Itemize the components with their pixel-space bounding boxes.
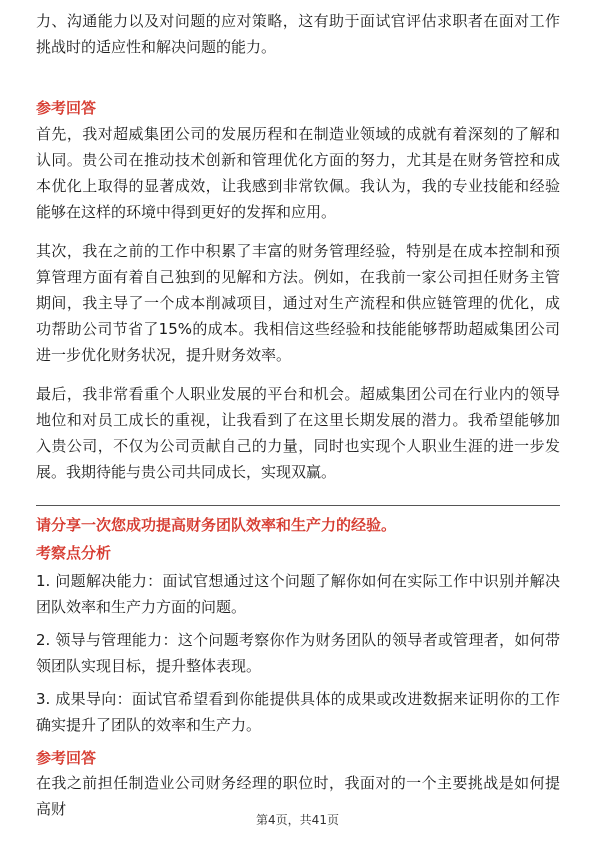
page-number: 第4页，共41页 bbox=[256, 813, 339, 827]
section-divider bbox=[36, 505, 560, 506]
intro-continuation-text: 力、沟通能力以及对问题的应对策略，这有助于面试官评估求职者在面对工作挑战时的适应性和解决问题的能力。 bbox=[36, 12, 560, 56]
analysis-point: 2. 领导与管理能力：这个问题考察你作为财务团队的领导者或管理者，如何带领团队实现目标，提升整体表现。 bbox=[36, 631, 560, 675]
analysis-point: 1. 问题解决能力：面试官想通过这个问题了解你如何在实际工作中识别并解决团队效率和生产力方面的问题。 bbox=[36, 572, 560, 616]
answer-paragraph: 首先，我对超威集团公司的发展历程和在制造业领域的成就有着深刻的了解和认同。贵公司在推动技术创新和管理优化方面的努力，尤其是在财务管控和成本优化上取得的显著成效，让我感到非常钦佩。我认为，我的专业技能和经验能够在这样的环境中得到更好的发挥和应用。 bbox=[36, 125, 560, 221]
reference-answer-heading: 参考回答 bbox=[36, 749, 97, 767]
reference-answer-heading: 参考回答 bbox=[36, 99, 97, 117]
answer-paragraph: 其次，我在之前的工作中积累了丰富的财务管理经验，特别是在成本控制和预算管理方面有着自己独到的见解和方法。例如，在我前一家公司担任财务主管期间，我主导了一个成本削减项目，通过对生产流程和供应链管理的优化，成功帮助公司节省了15%的成本。我相信这些经验和技能能够帮助超威集团公司进一步优化财务状况，提升财务效率。 bbox=[36, 242, 560, 364]
analysis-heading: 考察点分析 bbox=[36, 544, 112, 562]
answer-paragraph: 在我之前担任制造业公司财务经理的职位时，我面对的一个主要挑战是如何提高财 bbox=[36, 774, 560, 818]
analysis-point: 3. 成果导向：面试官希望看到你能提供具体的成果或改进数据来证明你的工作确实提升了团队的效率和生产力。 bbox=[36, 690, 560, 734]
answer-paragraph: 最后，我非常看重个人职业发展的平台和机会。超威集团公司在行业内的领导地位和对员工成长的重视，让我看到了在这里长期发展的潜力。我希望能够加入贵公司，不仅为公司贡献自己的力量，同时也实现个人职业生涯的进一步发展。我期待能与贵公司共同成长，实现双赢。 bbox=[36, 385, 560, 481]
question-title: 请分享一次您成功提高财务团队效率和生产力的经验。 bbox=[36, 516, 397, 534]
